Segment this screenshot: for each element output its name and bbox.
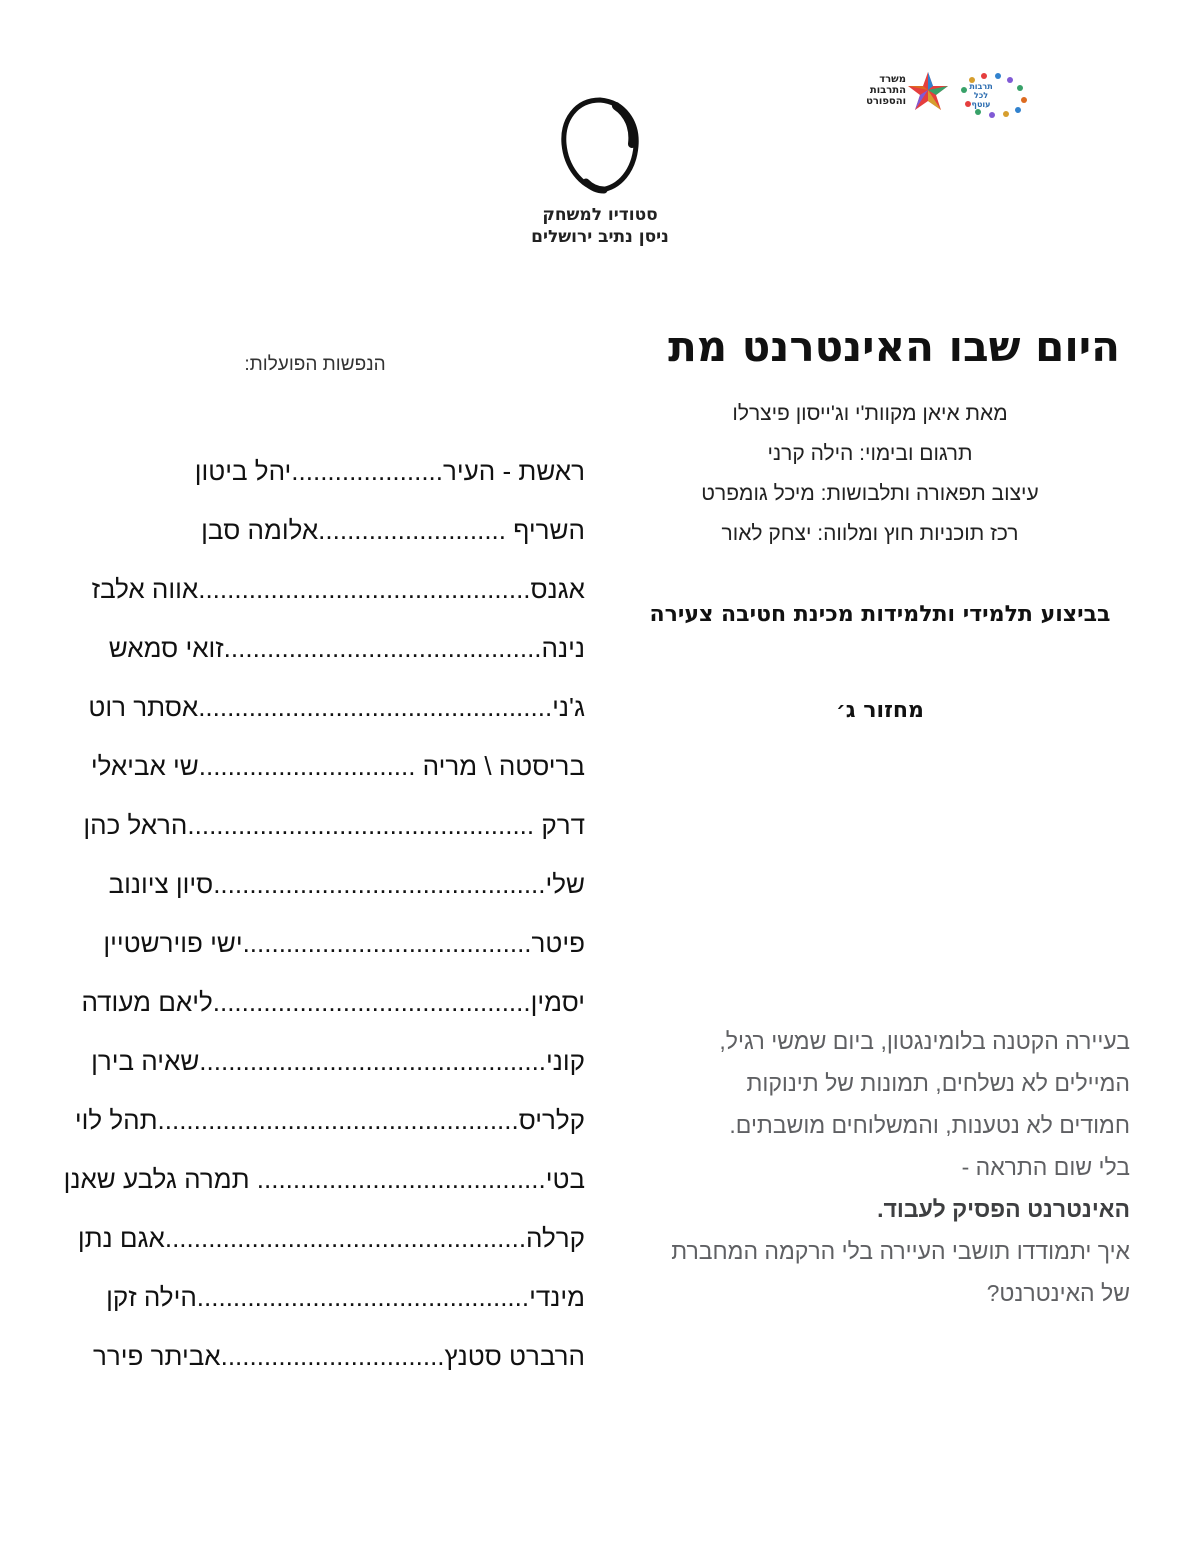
- cast-row: ג'ני.................................................אסתר רוט: [88, 692, 585, 722]
- synopsis-line: חמודים לא נטענות, והמשלוחים מושבתים.: [729, 1112, 1130, 1138]
- play-credits: [640, 394, 1100, 554]
- studio-head-logo-icon: [556, 96, 644, 196]
- cast-row: פיטר........................................ישי פוירשטיין: [103, 928, 585, 958]
- play-title: היום שבו האינטרנט מת: [668, 322, 1120, 371]
- cast-row: השריף ..........................אלומה סבן: [201, 515, 585, 545]
- cast-row: דרק ................................................הראל כהן: [83, 810, 585, 840]
- culture-line-3: עוטף: [971, 100, 991, 109]
- cast-row: קרלה..................................................אגם נתן: [77, 1223, 585, 1253]
- cast-row: יסמין............................................ליאם מעודה: [81, 987, 585, 1017]
- cast-row: ראשת - העיר.....................יהל ביטון: [194, 456, 585, 486]
- cast-row: קוני................................................שאיה בירן: [91, 1046, 585, 1076]
- synopsis: [640, 1020, 1130, 1314]
- cast-row: בטי........................................ תמרה גלבע שאנן: [63, 1164, 585, 1194]
- cast-row: קלריס..................................................תהל לוי: [74, 1105, 585, 1135]
- credit-translation-direction: תרגום ובימוי: הילה קרני: [767, 442, 973, 465]
- credit-design: עיצוב תפאורה ותלבושות: מיכל גומפרט: [701, 482, 1039, 505]
- synopsis-closing: איך יתמודדו תושבי העיירה בלי הרקמה המחברת של האינטרנט?: [671, 1238, 1130, 1306]
- studio-name-line-2: ניסן נתיב ירושלים: [531, 227, 669, 247]
- culture-logo-text: [958, 82, 1004, 109]
- cast-list: [60, 442, 585, 1386]
- cycle-label: מחזור ג׳: [836, 698, 924, 723]
- synopsis-line: בלי שום התראה -: [961, 1154, 1130, 1180]
- synopsis-highlight: האינטרנט הפסיק לעבוד.: [877, 1196, 1130, 1222]
- cast-row: שלי..............................................סיון ציונוב: [108, 869, 585, 899]
- credit-coordinator: רכז תוכניות חוץ ומלווה: יצחק לאור: [721, 522, 1019, 545]
- ministry-line-1: משרד: [879, 74, 906, 85]
- cast-row: בריסטה \ מריה ..............................שי אביאלי: [90, 751, 585, 781]
- cast-row: הרברט סטנץ...............................אביתר פירר: [93, 1341, 585, 1371]
- ministry-logo-text: [862, 74, 906, 107]
- cast-row: מינדי..............................................הילה זקן: [106, 1282, 585, 1312]
- cast-heading: הנפשות הפועלות:: [244, 354, 386, 375]
- cast-row: אגנס..............................................אווה אלבז: [91, 574, 585, 604]
- studio-name: [470, 204, 730, 248]
- culture-line-1: תרבות: [969, 82, 993, 91]
- ministry-line-2: התרבות: [869, 85, 906, 96]
- cast-row: נינה............................................זואי סמאש: [108, 633, 585, 663]
- performed-by: בביצוע תלמידי ותלמידות מכינת חטיבה צעירה: [649, 602, 1111, 627]
- ministry-star-icon: [906, 70, 950, 114]
- synopsis-line: בעיירה הקטנה בלומינגטון, ביום שמשי רגיל,: [719, 1028, 1130, 1054]
- culture-line-2: לכל: [973, 91, 989, 100]
- credit-author: מאת איאן מקוות'י וג'ייסון פיצרלו: [732, 402, 1008, 425]
- ministry-line-3: והספורט: [866, 96, 906, 107]
- sponsor-logos: [862, 68, 1032, 120]
- studio-name-line-1: סטודיו למשחק: [542, 205, 658, 225]
- synopsis-line: המיילים לא נשלחים, תמונות של תינוקות: [746, 1070, 1130, 1096]
